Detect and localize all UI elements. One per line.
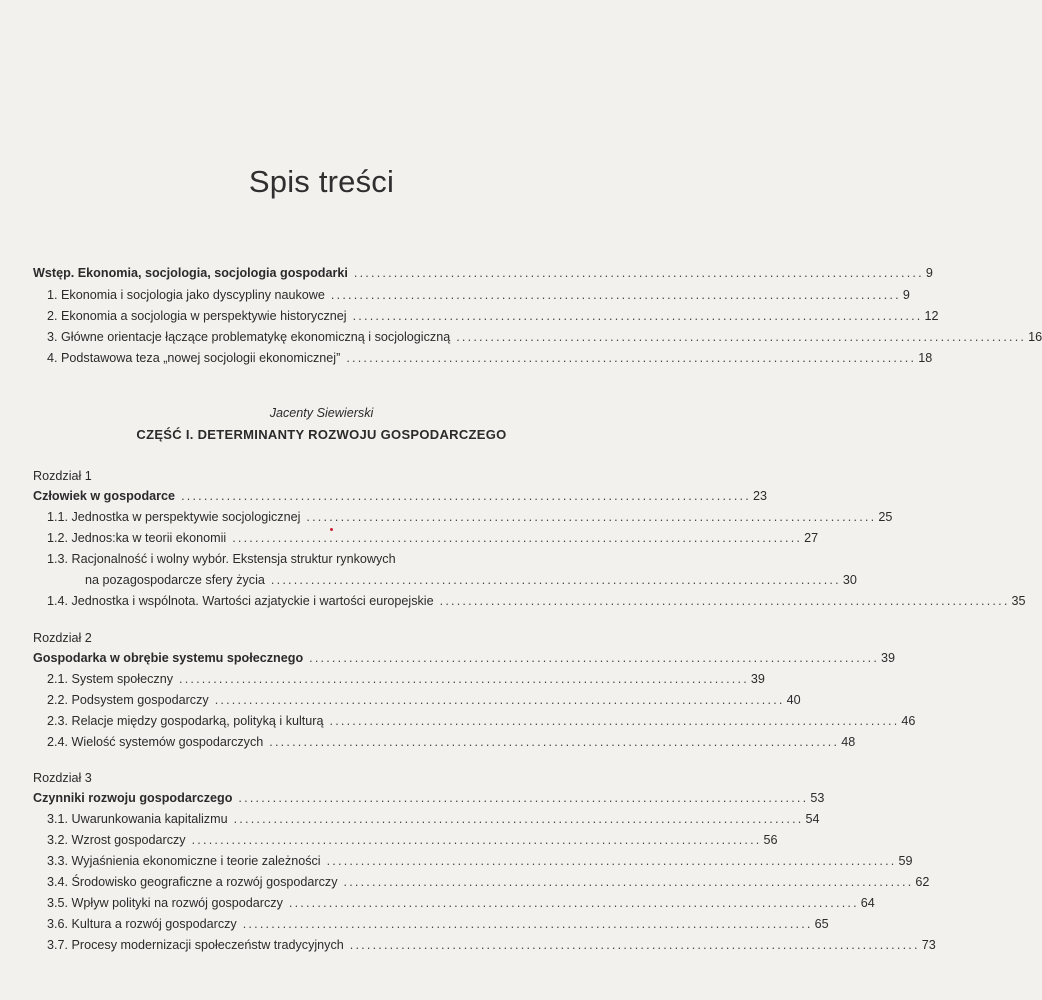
part-author: Jacenty Siewierski: [269, 406, 374, 420]
part-title: CZĘŚĆ I. DETERMINANTY ROZWOJU GOSPODARCZEGO: [136, 427, 507, 442]
leader-dots: ....................................................................................................: [181, 489, 751, 503]
toc-page-number: 27: [804, 531, 819, 545]
toc-page-number: 64: [860, 896, 875, 910]
chapter-label: Rozdział 3: [33, 771, 92, 785]
toc-item-label: 1. Ekonomia i socjologia jako dyscypliny naukowe: [47, 288, 325, 302]
toc-heading-chapter: [33, 486, 767, 506]
toc-page-number: 39: [881, 651, 896, 665]
toc-item: [47, 669, 765, 689]
toc-heading-label: Człowiek w gospodarce: [33, 489, 176, 503]
leader-dots: ....................................................................................................: [214, 693, 785, 707]
leader-dots: ....................................................................................................: [179, 672, 749, 686]
toc-heading-intro: [33, 263, 933, 283]
toc-item-label: 1.4. Jednostka i wspólnota. Wartości azjatyckie i wartości europejskie: [47, 594, 434, 608]
toc-item-label: 3.5. Wpływ polityki na rozwój gospodarczy: [47, 896, 283, 910]
toc-item-label: 2.4. Wielość systemów gospodarczych: [47, 735, 264, 749]
toc-item: [47, 809, 820, 829]
toc-page-number: 73: [921, 938, 936, 952]
toc-item: [47, 690, 801, 710]
toc-page-number: 30: [842, 573, 857, 587]
toc-heading-chapter: [33, 648, 896, 668]
leader-dots: ....................................................................................................: [326, 854, 897, 868]
leader-dots: ....................................................................................................: [191, 833, 762, 847]
toc-item-label: 2.2. Podsystem gospodarczy: [47, 693, 209, 707]
leader-dots: ....................................................................................................: [346, 351, 917, 365]
toc-item: [47, 327, 1042, 347]
toc-item-label: 3.3. Wyjaśnienia ekonomiczne i teorie zależności: [47, 854, 321, 868]
toc-item-label: 4. Podstawowa teza „nowej socjologii ekonomicznej”: [47, 351, 341, 365]
toc-page-number: 25: [878, 510, 893, 524]
leader-dots: ....................................................................................................: [306, 510, 877, 524]
toc-item-label: 1.1. Jednostka w perspektywie socjologicznej: [47, 510, 301, 524]
toc-item: [47, 893, 875, 913]
toc-item-label: 3.1. Uwarunkowania kapitalizmu: [47, 812, 228, 826]
leader-dots: ....................................................................................................: [456, 330, 1027, 344]
toc-heading-chapter: [33, 788, 825, 808]
toc-item: [47, 507, 893, 527]
leader-dots: ....................................................................................................: [242, 917, 813, 931]
toc-page-number: 39: [750, 672, 765, 686]
toc-page-number: 16: [1028, 330, 1042, 344]
toc-page-number: 35: [1011, 594, 1026, 608]
toc-page-number: 23: [752, 489, 767, 503]
toc-item-continuation: [85, 570, 857, 590]
page-title: Spis treści: [248, 164, 395, 199]
toc-item: [47, 285, 910, 305]
leader-dots: ....................................................................................................: [269, 735, 840, 749]
leader-dots: ....................................................................................................: [439, 594, 1010, 608]
leader-dots: ....................................................................................................: [232, 531, 803, 545]
leader-dots: ....................................................................................................: [349, 938, 920, 952]
toc-page-number: 9: [925, 266, 933, 280]
toc-page-number: 62: [915, 875, 930, 889]
leader-dots: ....................................................................................................: [330, 288, 901, 302]
toc-item: [47, 732, 856, 752]
toc-item: [47, 528, 819, 548]
toc-heading-label: Czynniki rozwoju gospodarczego: [33, 791, 233, 805]
print-speck: [330, 528, 333, 531]
toc-item-label: 3.7. Procesy modernizacji społeczeństw tradycyjnych: [47, 938, 344, 952]
toc-item: [47, 306, 939, 326]
leader-dots: ....................................................................................................: [329, 714, 900, 728]
toc-heading-label: Wstęp. Ekonomia, socjologia, socjologia gospodarki: [33, 266, 348, 280]
toc-item: [47, 348, 933, 368]
toc-item-label: 3. Główne orientacje łączące problematykę ekonomiczną i socjologiczną: [47, 330, 451, 344]
toc-page-number: 40: [786, 693, 801, 707]
toc-item: [47, 872, 930, 892]
toc-item: [47, 591, 1026, 611]
toc-item-label: 3.4. Środowisko geograficzne a rozwój gospodarczy: [47, 875, 338, 889]
toc-page-number: 53: [810, 791, 825, 805]
toc-page-number: 48: [841, 735, 856, 749]
leader-dots: ....................................................................................................: [233, 812, 804, 826]
toc-item-label: 3.6. Kultura a rozwój gospodarczy: [47, 917, 237, 931]
chapter-label: Rozdział 2: [33, 631, 92, 645]
leader-dots: ....................................................................................................: [309, 651, 880, 665]
toc-item-label: 1.2. Jednos:ka w teorii ekonomii: [47, 531, 227, 545]
toc-page-number: 18: [918, 351, 933, 365]
leader-dots: ....................................................................................................: [353, 266, 924, 280]
leader-dots: ....................................................................................................: [352, 309, 923, 323]
toc-page-number: 9: [902, 288, 910, 302]
toc-item-label: 2. Ekonomia a socjologia w perspektywie historycznej: [47, 309, 347, 323]
toc-item-label: 3.2. Wzrost gospodarczy: [47, 833, 186, 847]
toc-page-number: 46: [901, 714, 916, 728]
leader-dots: ....................................................................................................: [343, 875, 914, 889]
toc-page-number: 65: [814, 917, 829, 931]
toc-item: [47, 914, 829, 934]
toc-item-label: 1.3. Racjonalność i wolny wybór. Ekstensja struktur rynkowych: [47, 552, 396, 566]
toc-item: [47, 935, 936, 955]
toc-page-number: 54: [805, 812, 820, 826]
toc-item-label: 2.3. Relacje między gospodarką, polityką i kulturą: [47, 714, 324, 728]
toc-item-label: na pozagospodarcze sfery życia: [85, 573, 265, 587]
toc-page-number: 56: [763, 833, 778, 847]
toc-page-number: 12: [924, 309, 939, 323]
toc-item-label: 2.1. System społeczny: [47, 672, 173, 686]
toc-item: [47, 830, 778, 850]
toc-page-number: 59: [898, 854, 913, 868]
leader-dots: ....................................................................................................: [238, 791, 809, 805]
chapter-label: Rozdział 1: [33, 469, 92, 483]
leader-dots: ....................................................................................................: [288, 896, 859, 910]
toc-heading-label: Gospodarka w obrębie systemu społecznego: [33, 651, 304, 665]
toc-item: [47, 711, 916, 731]
leader-dots: ....................................................................................................: [270, 573, 841, 587]
toc-item: [47, 851, 913, 871]
